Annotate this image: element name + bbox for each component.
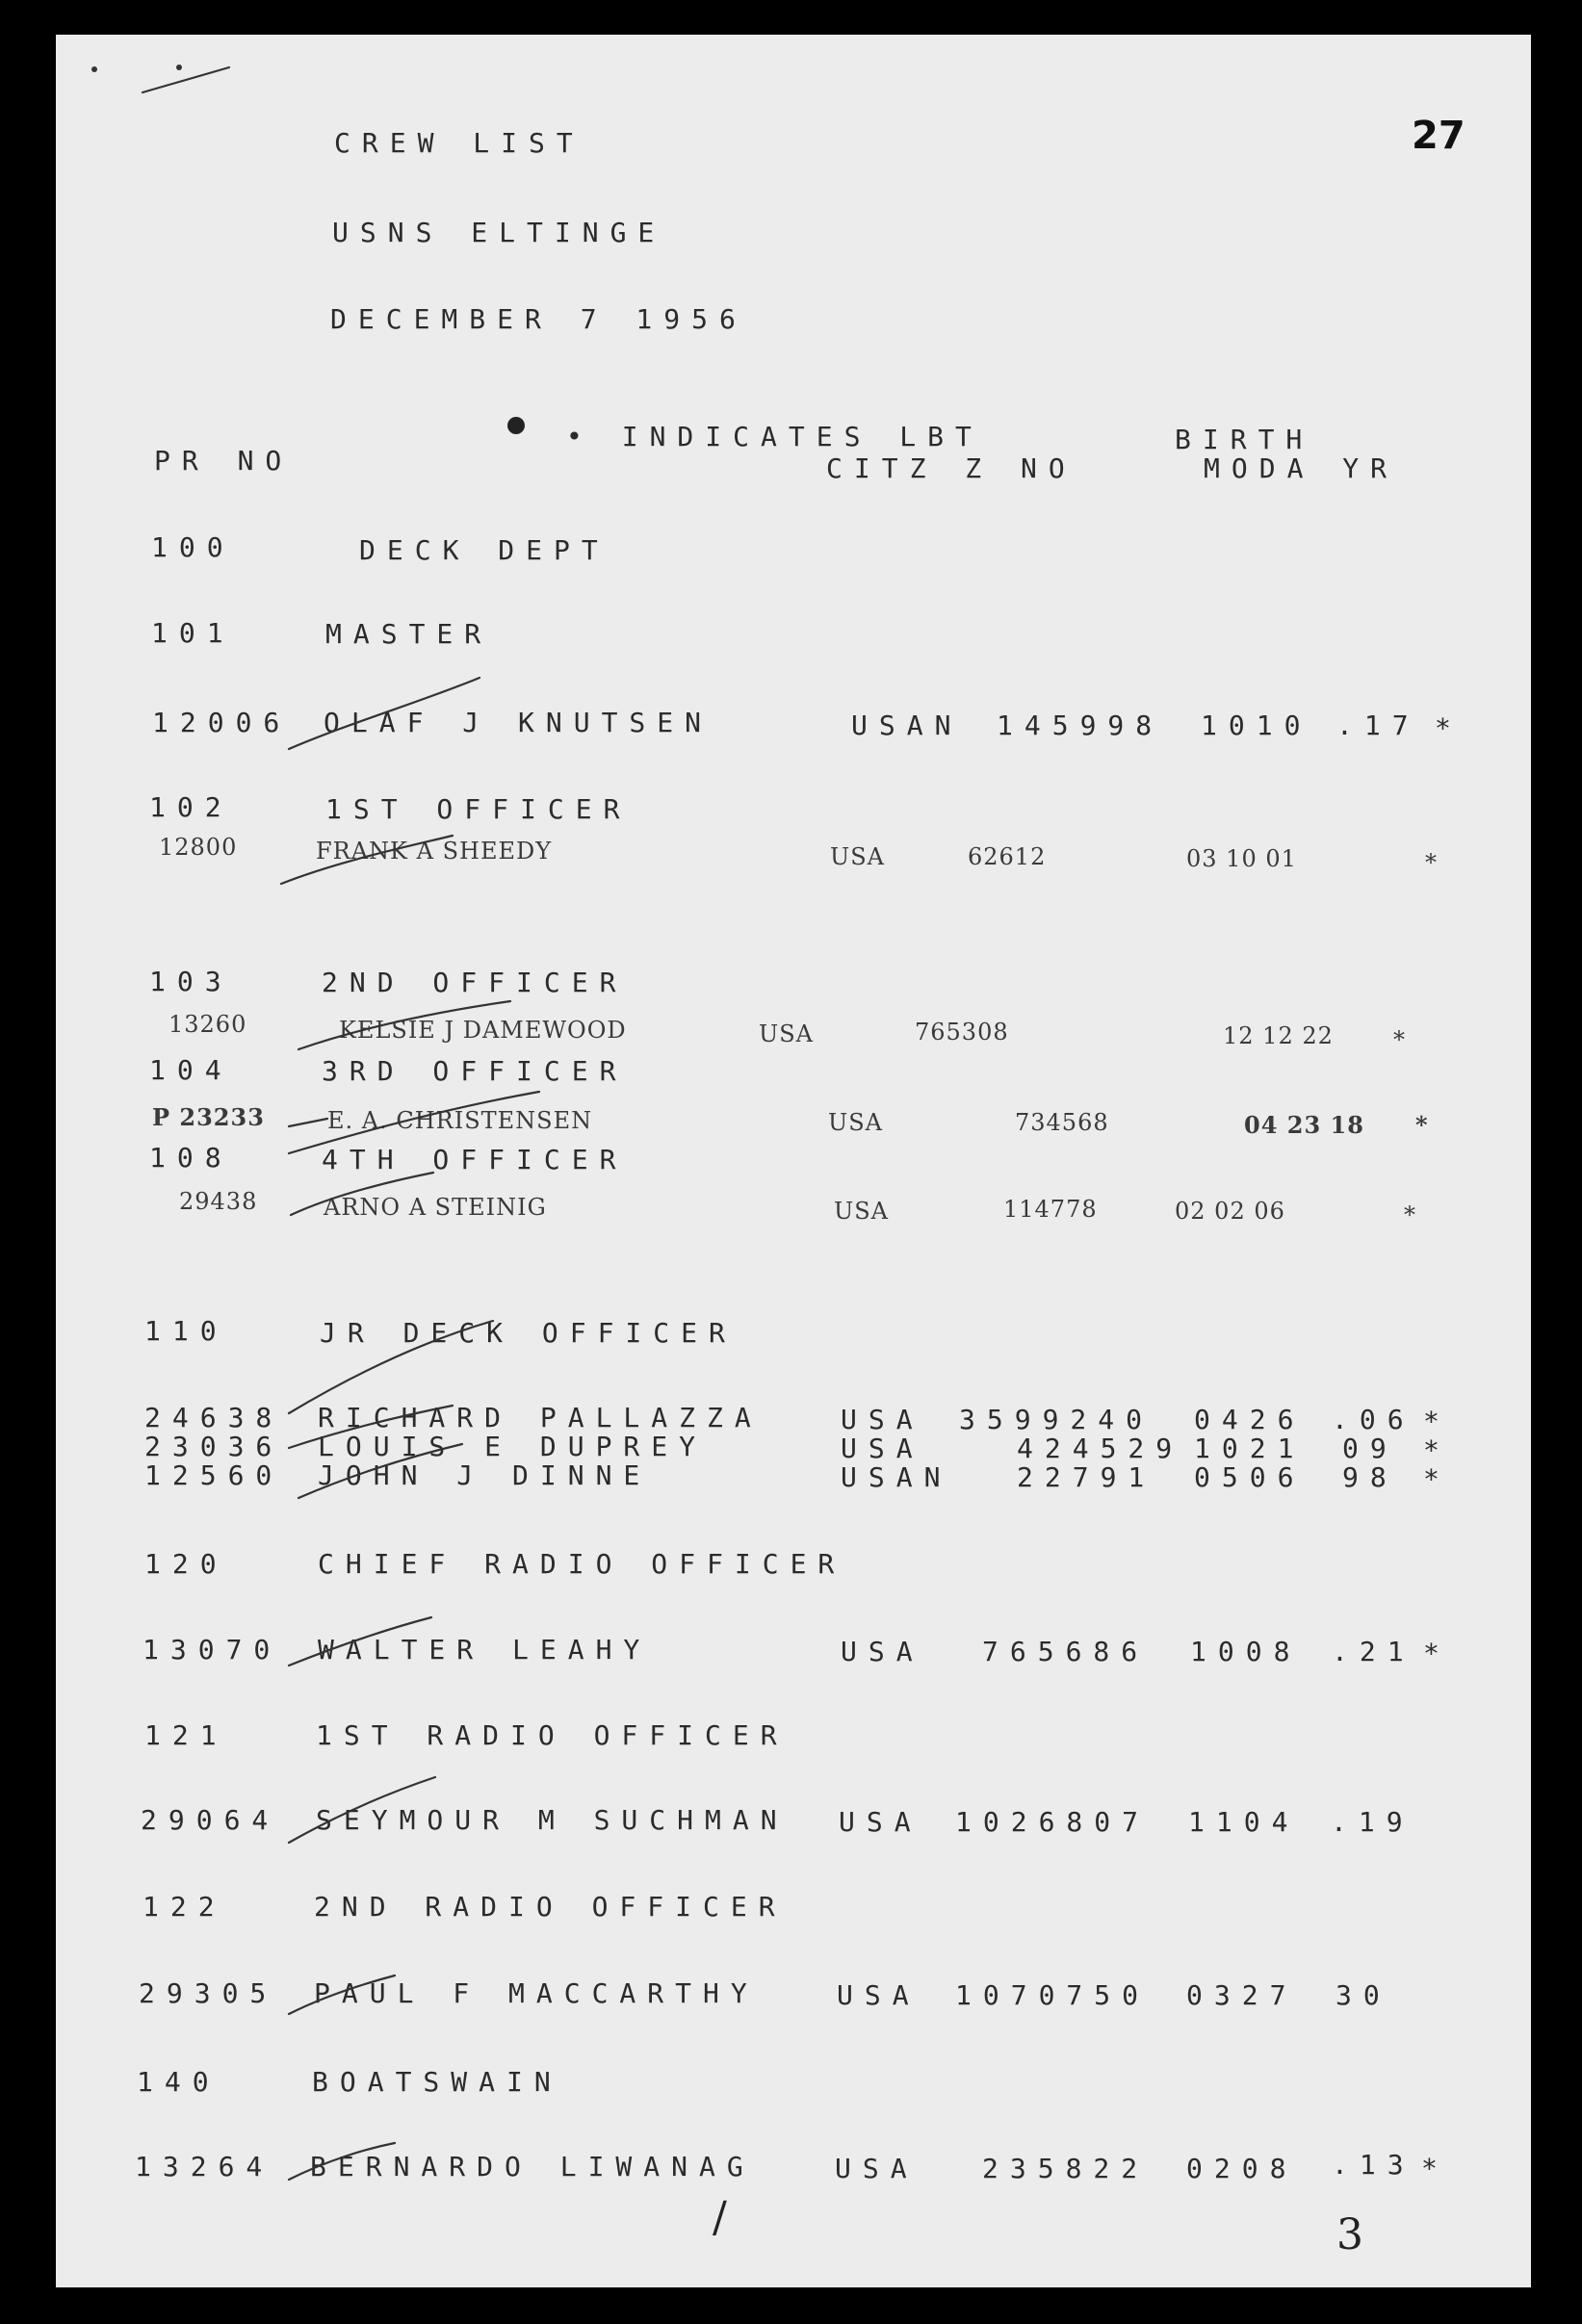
col-pr-no: PR NO [154, 445, 294, 477]
birth-yr: .17 [1336, 710, 1420, 741]
name-frank-sheedy: FRANK A SHEEDY [316, 838, 553, 865]
section-deck-dept: DECK DEPT [359, 534, 609, 566]
asterisk-mark: * [1415, 1111, 1429, 1139]
citz: USA [835, 2153, 919, 2184]
pr-13070: 13070 [143, 1634, 282, 1666]
name-arno-steinig: ARNO A STEINIG [324, 1194, 547, 1221]
z-no: 765686 [982, 1636, 1150, 1667]
z-no: 1070750 [955, 1979, 1151, 2011]
handwritten-number-mark: 3 [1336, 2210, 1363, 2259]
citz: USA [759, 1020, 814, 1047]
z-no: 62612 [968, 843, 1047, 870]
section-1st-officer: 1ST OFFICER [325, 793, 632, 825]
birth-yr: .13 [1332, 2149, 1415, 2181]
birth-moda: 1104 [1188, 1806, 1300, 1838]
pr-120: 120 [144, 1548, 228, 1580]
section-boatswain: BOATSWAIN [312, 2066, 562, 2098]
pr-104: 104 [149, 1054, 233, 1086]
pr-23036: 23036 [144, 1431, 284, 1462]
pr-103: 103 [149, 966, 233, 997]
pr-121: 121 [144, 1719, 228, 1751]
citz: USA [834, 1198, 889, 1225]
pr-13264: 13264 [135, 2151, 274, 2182]
pr-29064: 29064 [141, 1804, 280, 1836]
name-seymour-suchman: SEYMOUR M SUCHMAN [316, 1804, 789, 1836]
z-no: 3599240 [959, 1404, 1154, 1435]
birth-moda: 1021 [1194, 1433, 1306, 1464]
name-olaf-knutsen: OLAF J KNUTSEN [324, 707, 713, 738]
z-no: 145998 [997, 710, 1164, 741]
pr-13260: 13260 [169, 1011, 247, 1038]
section-2nd-officer: 2ND OFFICER [322, 967, 628, 998]
pr-12006: 12006 [152, 707, 292, 738]
section-chief-radio-officer: CHIEF RADIO OFFICER [318, 1548, 846, 1580]
pr-p-23233: P 23233 [152, 1103, 265, 1131]
title-crew-list: CREW LIST [334, 127, 584, 159]
asterisk-mark: * [1423, 1434, 1451, 1466]
z-no: 734568 [1015, 1109, 1109, 1136]
pr-29305: 29305 [139, 1977, 278, 2009]
birth-yr: .19 [1331, 1806, 1414, 1838]
list-date: DECEMBER 7 1956 [330, 303, 747, 335]
pr-110: 110 [144, 1315, 228, 1347]
col-moda-yr: MODA YR [1204, 452, 1399, 484]
name-walter-leahy: WALTER LEAHY [318, 1634, 652, 1666]
name-bernardo-liwanag: BERNARDO LIWANAG [310, 2151, 755, 2182]
section-master: MASTER [325, 618, 493, 650]
birth-moda: 1008 [1190, 1636, 1302, 1667]
citz: USA [828, 1109, 883, 1136]
pr-102: 102 [149, 791, 233, 823]
asterisk-mark: * [1404, 1201, 1416, 1228]
z-no: 765308 [915, 1019, 1009, 1046]
citz: USAN [841, 1461, 952, 1493]
birth-yr: .06 [1332, 1404, 1415, 1435]
birth-moda: 0506 [1194, 1461, 1306, 1493]
birth-moda: 0327 [1186, 1979, 1298, 2011]
col-citz-z-no: CITZ Z NO [826, 452, 1076, 484]
name-kelsie-damewood: KELSIE J DAMEWOOD [339, 1017, 627, 1044]
citz: USA [841, 1404, 924, 1435]
name-paul-maccarthy: PAUL F MACCARTHY [314, 1977, 759, 2009]
z-no: 22791 [1017, 1461, 1156, 1493]
section-2nd-radio-officer: 2ND RADIO OFFICER [314, 1891, 787, 1923]
pr-100: 100 [151, 531, 235, 563]
pr-122: 122 [143, 1891, 226, 1923]
asterisk-mark: * [1423, 1638, 1451, 1669]
pr-12560: 12560 [144, 1459, 284, 1491]
birth-date: 12 12 22 [1223, 1022, 1334, 1049]
col-birth: BIRTH [1175, 424, 1314, 455]
citz: USA [841, 1636, 924, 1667]
birth-date: 04 23 18 [1244, 1111, 1364, 1139]
asterisk-mark: * [1435, 712, 1463, 744]
citz: USA [830, 843, 885, 870]
z-no: 1026807 [955, 1806, 1151, 1838]
citz: USA [839, 1806, 922, 1838]
section-jr-deck-officer: JR DECK OFFICER [320, 1317, 737, 1349]
asterisk-mark: * [1423, 1463, 1451, 1495]
ship-name: USNS ELTINGE [332, 217, 666, 248]
name-richard-pallazza: RICHARD PALLAZZA [318, 1402, 763, 1433]
birth-moda: 0426 [1194, 1404, 1306, 1435]
name-john-dinne: JOHN J DINNE [318, 1459, 652, 1491]
section-3rd-officer: 3RD OFFICER [322, 1055, 628, 1087]
pr-29438: 29438 [179, 1188, 258, 1215]
birth-yr: 09 [1342, 1433, 1398, 1464]
col-indicates-lbt: • INDICATES LBT [566, 421, 983, 452]
pr-140: 140 [137, 2066, 220, 2098]
pr-24638: 24638 [144, 1402, 284, 1433]
pr-108: 108 [149, 1142, 233, 1174]
page-number: 27 [1412, 114, 1465, 158]
birth-yr: .21 [1332, 1636, 1415, 1667]
document-page [56, 35, 1531, 2287]
birth-date: 03 10 01 [1186, 845, 1297, 872]
section-1st-radio-officer: 1ST RADIO OFFICER [316, 1719, 789, 1751]
birth-yr: 98 [1342, 1461, 1398, 1493]
birth-moda: 1010 [1201, 710, 1312, 741]
asterisk-mark: * [1423, 1406, 1451, 1437]
pr-12800: 12800 [159, 834, 238, 861]
z-no: 114778 [1003, 1196, 1098, 1223]
section-4th-officer: 4TH OFFICER [322, 1144, 628, 1175]
z-no: 424529 [1017, 1433, 1184, 1464]
pr-101: 101 [151, 617, 235, 649]
citz: USAN [851, 710, 963, 741]
birth-moda: 0208 [1186, 2153, 1298, 2184]
name-christensen: E. A. CHRISTENSEN [327, 1107, 593, 1134]
z-no: 235822 [982, 2153, 1150, 2184]
citz: USA [841, 1433, 924, 1464]
asterisk-mark: * [1393, 1026, 1406, 1053]
asterisk-mark: * [1421, 2153, 1449, 2184]
birth-yr: 30 [1336, 1979, 1391, 2011]
name-louis-duprey: LOUIS E DUPREY [318, 1431, 708, 1462]
birth-date: 02 02 06 [1175, 1198, 1285, 1225]
handwritten-slash-mark: / [713, 2193, 727, 2242]
citz: USA [837, 1979, 921, 2011]
asterisk-mark: * [1425, 849, 1438, 876]
